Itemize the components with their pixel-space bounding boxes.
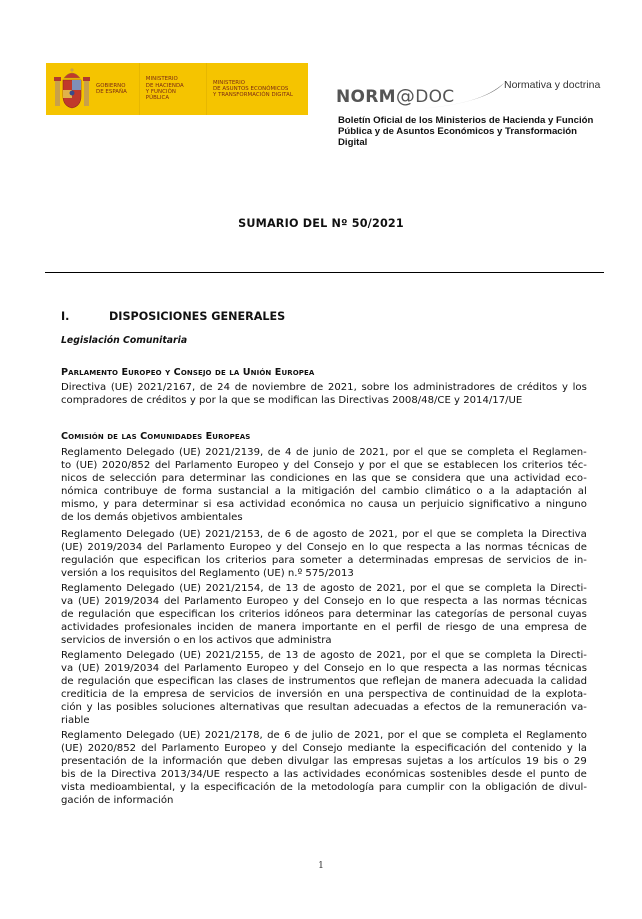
entry-line: va (UE) 2019/2034 del Parlamento Europeo y del Consejo en lo que respecta a las normas técnicas [61,663,587,674]
organization-heading: Comisión de las Comunidades Europeas [61,431,251,442]
entry-line: vista medioambiental, y la especificación de la metodología para cumplir con la obligación de divul- [61,782,587,793]
entry-line: regulación que especifican los criterios para someter a determinadas empresas de servicios de in- [61,555,587,566]
entry-line: Reglamento Delegado (UE) 2021/2153, de 6 de agosto de 2021, por el que se completa la Directiva [61,529,587,540]
entry-line: nómica contribuye de forma sustancial a la mitigación del cambio climático o a la adaptación al [61,486,587,497]
entry-line: actividades profesionales inciden de manera importante en el perfil de riesgo de una empresa de [61,622,587,633]
government-banner [46,63,308,115]
entry-line: (UE) 2020/852 del Parlamento Europeo y del Consejo mediante la especificación del contenido y la [61,743,587,754]
entry-line: gación de información [61,795,174,806]
subsection-heading: Legislación Comunitaria [61,335,188,346]
spain-coat-of-arms-icon [52,66,92,112]
section-title: DISPOSICIONES GENERALES [109,310,286,323]
entry-line: nicos de selección para determinar las condiciones en las que se considera que una actividad eco- [61,473,587,484]
gov-text: DE HACIENDA [145,82,184,89]
normadoc-logo [336,77,606,117]
entry-line: (UE) 2019/2034 del Parlamento Europeo y del Consejo en lo que respecta a las normas técnicas de [61,542,587,553]
divider [45,272,604,273]
logo-suffix: DOC [415,87,455,107]
page-title: SUMARIO DEL Nº 50/2021 [238,217,404,230]
section-heading [61,310,285,323]
at-icon: @ [395,85,416,107]
list-item [61,649,587,727]
entry-line: ción y las posibles soluciones alternativas que resultan adecuadas a efectos de la remuneración va- [61,702,587,713]
normadoc-tagline: Normativa y doctrina [504,79,601,91]
entry-line: Reglamento Delegado (UE) 2021/2139, de 4 de junio de 2021, por el que se completa el Reglamen- [61,447,587,458]
entry-line: bis de la Directiva 2013/34/UE respecto a las actividades económicas sostenibles desde el punto de [61,769,587,780]
bulletin-subtitle [338,115,608,148]
gov-text: MINISTERIO [212,79,246,86]
gov-text: MINISTERIO [145,76,178,83]
normadoc-wordmark [336,85,454,107]
gov-text: DE ESPAÑA [96,89,127,95]
entry-line: Reglamento Delegado (UE) 2021/2178, de 6 de julio de 2021, por el que se completa el Reglamento [61,730,587,741]
list-item [61,381,587,407]
entry-line: versión a los requisitos del Reglamento (UE) n.º 575/2013 [61,568,354,579]
gov-text: Y FUNCIÓN PÚBLICA [145,89,176,102]
entry-line: to (UE) 2020/852 del Parlamento Europeo y del Consejo y por el que se establecen los criterios téc- [61,460,587,471]
list-item [61,528,587,580]
entry-line: compradores de créditos y por la que se modifican las Directivas 2008/48/CE y 2014/17/UE [61,395,523,406]
entry-line: riable [61,715,90,726]
gov-block-hacienda [139,63,206,115]
entry-line: mismo, y para determinar si esa actividad económica no causa un perjuicio significativo a ninguno [61,499,587,510]
entry-line: de regulación que especifican los criterios idóneos para determinar las categorías de personal cuyas [61,609,587,620]
entry-line: Reglamento Delegado (UE) 2021/2154, de 13 de agosto de 2021, por el que se completa la Directi- [61,583,587,594]
gov-block-gobierno [92,63,139,115]
list-item [61,729,587,807]
entry-line: de los demás objetivos ambientales [61,512,243,523]
entry-line: crediticia de la empresa de servicios de inversión en una perspectiva de continuidad de la explota- [61,689,587,700]
organization-heading: Parlamento Europeo y Consejo de la Unión Europea [61,367,315,378]
gov-text: Y TRANSFORMACIÓN DIGITAL [212,92,293,99]
list-item [61,446,587,524]
subtitle-line: Pública y de Asuntos Económicos y Transformación Digital [338,126,578,148]
subtitle-line: Boletín Oficial de los Ministerios de Hacienda y Función [338,115,594,126]
gov-text: GOBIERNO [96,82,126,89]
entry-line: Reglamento Delegado (UE) 2021/2155, de 13 de agosto de 2021, por el que se completa la Directi- [61,650,587,661]
entry-line: va (UE) 2019/2034 del Parlamento Europeo y del Consejo en lo que respecta a las normas técnicas [61,596,587,607]
page-number: 1 [318,861,324,871]
entry-line: de regulación que especifican las clases de instrumentos que reflejan de manera adecuada la calidad [61,676,587,687]
gov-block-asuntos-economicos [206,63,308,115]
gov-text: DE ASUNTOS ECONÓMICOS [212,85,289,92]
list-item [61,582,587,647]
section-number: I. [61,310,70,323]
logo-prefix: NORM [336,87,396,107]
entry-line: servicios de inversión o en los activos que administra [61,635,332,646]
entry-line: Directiva (UE) 2021/2167, de 24 de noviembre de 2021, sobre los administradores de créditos y los [61,382,587,393]
entry-line: presentación de la información que deben divulgar las empresas sujetas a los artículos 19 bis o 29 [61,756,587,767]
